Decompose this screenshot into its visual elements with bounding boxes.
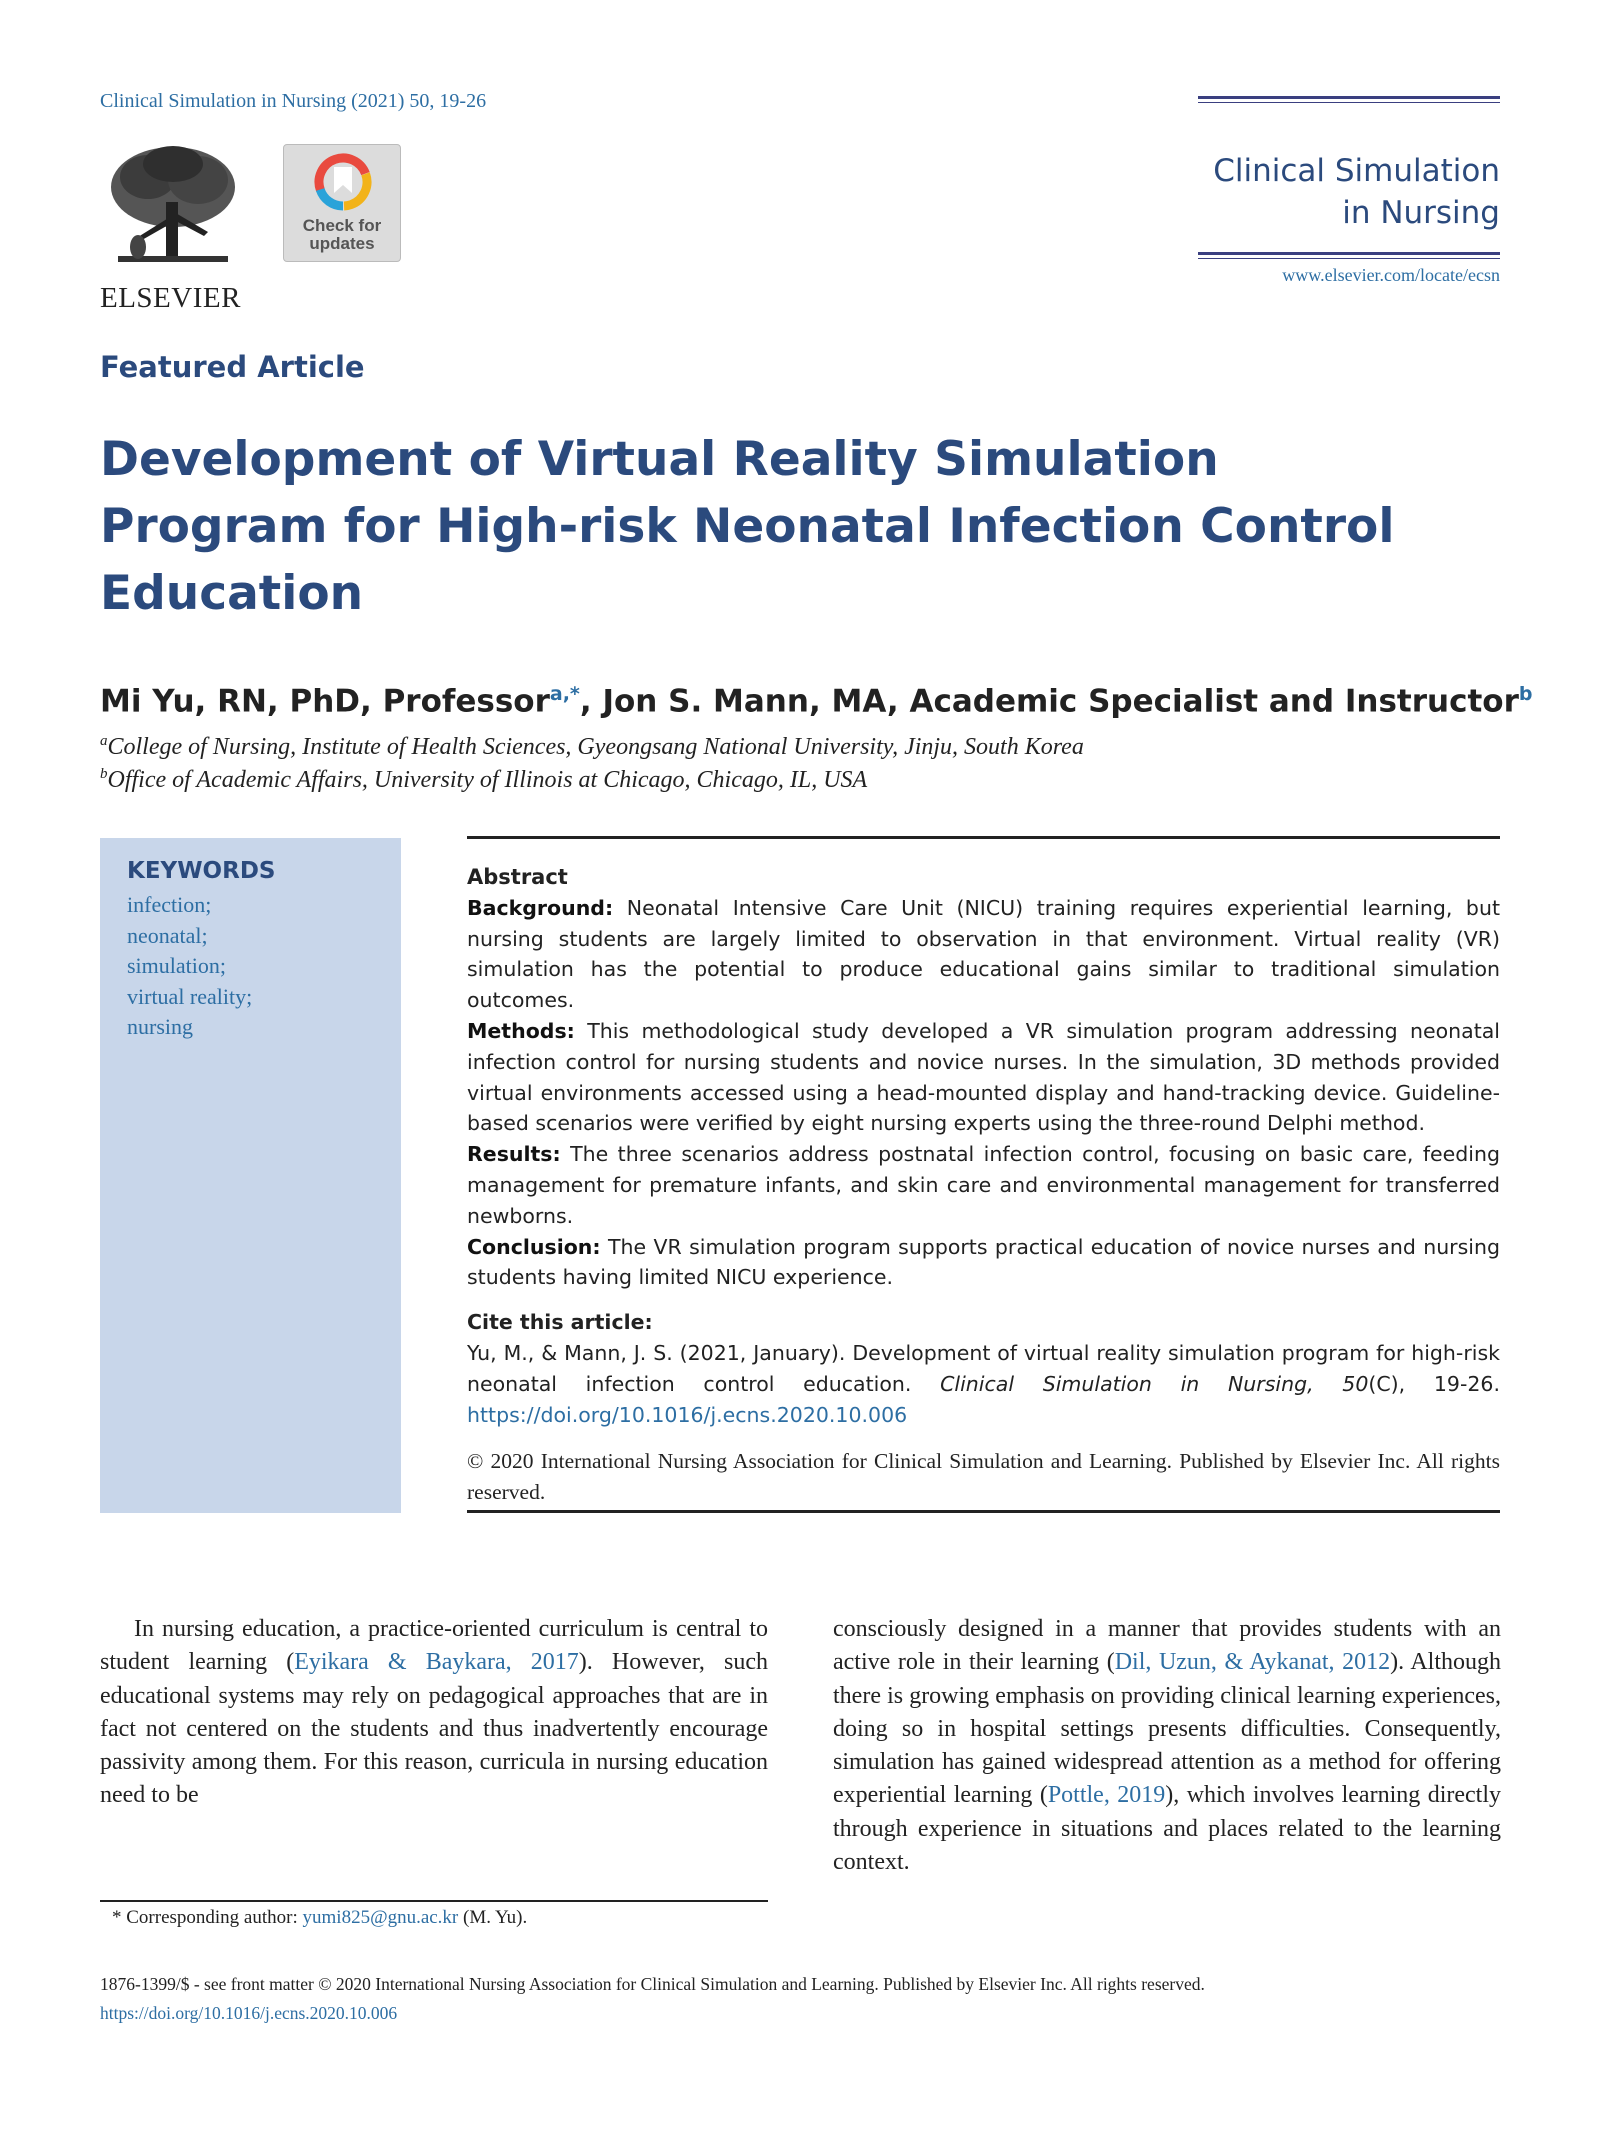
keywords-panel xyxy=(100,838,401,1513)
journal-rule-bottom-thin xyxy=(1198,258,1500,259)
body-column-left xyxy=(100,1613,768,1813)
keyword-item[interactable]: neonatal; xyxy=(127,922,208,948)
abstract-bottom-rule xyxy=(467,1510,1500,1513)
abstract-section xyxy=(467,862,1500,1508)
keywords-list xyxy=(127,890,252,1043)
journal-rule-top-thick xyxy=(1198,96,1500,99)
check-for-updates-badge[interactable] xyxy=(283,144,401,262)
article-type: Featured Article xyxy=(100,350,365,384)
author-1: Mi Yu, RN, PhD, Professor xyxy=(100,683,550,720)
footnote-rule xyxy=(100,1900,768,1902)
abstract-results: Results: The three scenarios address postnatal infection control, focusing on basic care, feeding management for premature infants, and skin care and environmental management for transferred newborns. xyxy=(467,1142,1500,1228)
abstract-heading: Abstract xyxy=(467,865,568,889)
abstract-top-rule xyxy=(467,836,1500,839)
footer-doi-link[interactable]: https://doi.org/10.1016/j.ecns.2020.10.006 xyxy=(100,2003,398,2023)
affiliation-b: $^b$Office of Academic Affairs, University of Illinois at Chicago, Chicago, IL, USA xyxy=(100,766,868,793)
citation-link[interactable]: Dil, Uzun, & Aykanat, 2012 xyxy=(1114,1649,1391,1676)
abstract-conclusion: Conclusion: The VR simulation program supports practical education of novice nurses and nursing students having limited NICU experience. xyxy=(467,1234,1500,1290)
journal-reference[interactable]: Clinical Simulation in Nursing (2021) 50, 19-26 xyxy=(100,90,487,112)
citation-doi-link[interactable]: https://doi.org/10.1016/j.ecns.2020.10.006 xyxy=(467,1402,908,1427)
citation: Yu, M., & Mann, J. S. (2021, January). Development of virtual reality simulation program for high-risk neonatal infection control education. Clinical Simulation in Nursing, 50(C), 19-26. https://doi.org/10.1016/j.ecns.2020.10.006 xyxy=(467,1340,1500,1427)
affiliation-a: $^a$College of Nursing, Institute of Health Sciences, Gyeongsang National University, Jinju, South Korea xyxy=(100,733,1084,760)
keyword-item[interactable]: simulation; xyxy=(127,953,226,978)
author-line: Mi Yu, RN, PhD, Professor$^{a,*}$, Jon S. Mann, MA, Academic Specialist and Instructor$^b$ xyxy=(100,683,1533,720)
journal-rule-top-thin xyxy=(1198,102,1500,103)
author-1-marks[interactable]: a,* xyxy=(549,683,580,705)
body-paragraph: consciously designed in a manner that provides students with an active role in their learning (Dil, Uzun, & Aykanat, 2012). Although there is growing emphasis on providing clinical learning experiences, doing so in hospital settings presents difficulties. Consequently, simulation has gained widespread attention as a method for offering experiential learning (Pottle, 2019), which involves learning directly through experience in situations and places related to the learning context. xyxy=(833,1616,1501,1876)
keywords-heading: KEYWORDS xyxy=(127,858,276,884)
keyword-item[interactable]: infection; xyxy=(127,892,212,917)
keyword-item[interactable]: virtual reality; xyxy=(127,983,253,1009)
journal-url-link[interactable]: www.elsevier.com/locate/ecsn xyxy=(1282,265,1500,285)
elsevier-wordmark: ELSEVIER xyxy=(100,282,241,314)
keyword-item[interactable]: nursing xyxy=(127,1014,193,1039)
citation-link[interactable]: Eyikara & Baykara, 2017 xyxy=(294,1649,579,1676)
author-email-link[interactable]: yumi825@gnu.ac.kr xyxy=(302,1907,459,1928)
crossmark-icon xyxy=(314,153,372,213)
issn-line: 1876-1399/$ - see front matter © 2020 International Nursing Association for Clinical Simulation and Learning. Published by Elsevier Inc. All rights reserved. xyxy=(100,1974,1205,1994)
article-title: Development of Virtual Reality Simulation Program for High-risk Neonatal Infection Control Education xyxy=(100,432,1395,621)
body-column-right xyxy=(833,1613,1501,1879)
abstract-background: Background: Neonatal Intensive Care Unit (NICU) training requires experiential learning, but nursing students are largely limited to observation in that environment. Virtual reality (VR) simulation has the potential to produce educational gains similar to traditional simulation outcomes. xyxy=(467,895,1500,1013)
cite-heading: Cite this article: xyxy=(467,1310,653,1335)
page-footer xyxy=(100,1970,1500,2028)
body-paragraph: In nursing education, a practice-oriented curriculum is central to student learning (Eyikara & Baykara, 2017). However, such educational systems may rely on pedagogical approaches that are in fact not centered on the students and thus inadvertently encourage passivity among them. For this reason, curricula in nursing education need to be xyxy=(100,1616,769,1809)
journal-rule-bottom-thick xyxy=(1198,252,1500,255)
citation-link[interactable]: Pottle, 2019 xyxy=(1047,1782,1166,1809)
abstract-methods: Methods: This methodological study developed a VR simulation program addressing neonatal infection control for nursing students and novice nurses. In the simulation, 3D methods provided virtual environments accessed using a head-mounted display and hand-tracking device. Guideline-based scenarios were verified by eight nursing experts using the three-round Delphi method. xyxy=(467,1018,1500,1136)
author-2-marks[interactable]: b xyxy=(1518,683,1533,705)
author-2: Jon S. Mann, MA, Academic Specialist and Instructor xyxy=(602,683,1519,720)
corresponding-author-footnote: * Corresponding author: yumi825@gnu.ac.kr (M. Yu). xyxy=(112,1907,528,1928)
journal-title: Clinical Simulation in Nursing xyxy=(1213,153,1500,231)
check-for-updates-label: Check for updates xyxy=(302,216,382,253)
abstract-copyright: © 2020 International Nursing Association for Clinical Simulation and Learning. Published by Elsevier Inc. All rights reserved. xyxy=(467,1449,1500,1505)
